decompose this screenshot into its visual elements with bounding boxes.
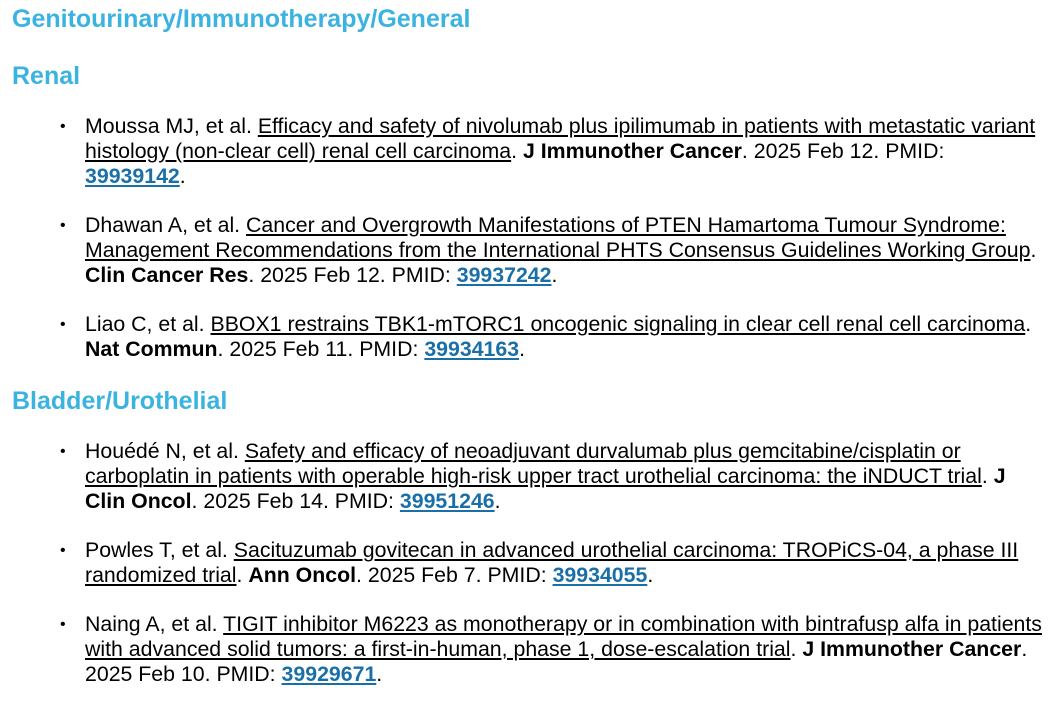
- pmid-link[interactable]: 39937242: [456, 263, 552, 287]
- citation-authors: Naing A, et al.: [85, 612, 218, 636]
- bullet-icon: •: [60, 217, 66, 234]
- citation-title-link[interactable]: Cancer and Overgrowth Manifestations of PTEN Hamartoma Tumour Syndrome: Management Recommendations from the International PHTS Consensus Guidelines Working Group: [85, 213, 1031, 262]
- citation-journal: Clin Cancer Res: [85, 263, 249, 287]
- citation-journal: J Clin Oncol: [85, 464, 1006, 513]
- citation-item: • Powles T, et al. Sacituzumab govitecan in advanced urothelial carcinoma: TROPiCS-04, a phase III randomized trial. Ann Oncol. 2025 Feb 7. PMID: 39934055.: [60, 538, 1019, 587]
- pmid-link[interactable]: 39934055: [552, 563, 648, 587]
- citation-title-link[interactable]: Safety and efficacy of neoadjuvant durvalumab plus gemcitabine/cisplatin or carboplatin in patients with operable high-risk upper tract urothelial carcinoma: the iNDUCT trial: [85, 439, 982, 488]
- citation-item: • Naing A, et al. TIGIT inhibitor M6223 as monotherapy or in combination with bintrafusp alfa in patients with advanced solid tumors: a first-in-human, phase 1, dose-escalation trial. J Immunother Cancer. 2025 Feb 10. PMID: 39929671.: [60, 612, 1042, 686]
- section-heading-renal: Renal: [12, 62, 81, 90]
- citation-item: • Moussa MJ, et al. Efficacy and safety of nivolumab plus ipilimumab in patients with metastatic variant histology (non-clear cell) renal cell carcinoma. J Immunother Cancer. 2025 Feb 12. PMID: 39939142.: [60, 114, 1036, 188]
- citation-date: 2025 Feb 12.: [260, 263, 386, 287]
- citation-date: 2025 Feb 12.: [753, 139, 880, 163]
- citation-authors: Liao C, et al.: [85, 312, 205, 336]
- citation-title-link[interactable]: TIGIT inhibitor M6223 as monotherapy or in combination with bintrafusp alfa in patients with advanced solid tumors: a first-in-human, phase 1, dose-escalation trial: [85, 612, 1042, 661]
- pmid-label: PMID:: [885, 139, 945, 163]
- citation-date: 2025 Feb 11.: [229, 337, 354, 361]
- bullet-icon: •: [60, 118, 66, 135]
- page-title: Genitourinary/Immunotherapy/General: [12, 5, 471, 33]
- pmid-link[interactable]: 39929671: [281, 662, 377, 686]
- citation-item: • Dhawan A, et al. Cancer and Overgrowth Manifestations of PTEN Hamartoma Tumour Syndrome: Management Recommendations from the International PHTS Consensus Guidelines Working Group. Clin Cancer Res. 2025 Feb 12. PMID: 39937242.: [60, 213, 1037, 287]
- citation-item: • Liao C, et al. BBOX1 restrains TBK1-mTORC1 oncogenic signaling in clear cell renal cell carcinoma. Nat Commun. 2025 Feb 11. PMID: 39934163.: [60, 312, 1032, 361]
- citation-title-link[interactable]: BBOX1 restrains TBK1-mTORC1 oncogenic signaling in clear cell renal cell carcinoma: [210, 312, 1026, 336]
- bullet-icon: •: [60, 616, 66, 633]
- citation-authors: Dhawan A, et al.: [85, 213, 241, 237]
- citation-journal: Nat Commun: [85, 337, 218, 361]
- pmid-label: PMID:: [487, 563, 547, 587]
- bullet-icon: •: [60, 443, 66, 460]
- pmid-label: PMID:: [359, 337, 419, 361]
- citation-journal: Ann Oncol: [248, 563, 357, 587]
- renal-citation-list: [12, 114, 1058, 362]
- citation-title-link[interactable]: Sacituzumab govitecan in advanced urothelial carcinoma: TROPiCS-04, a phase III randomized trial: [85, 538, 1019, 587]
- pmid-link[interactable]: 39939142: [85, 164, 180, 188]
- bladder-citation-list: [12, 439, 1058, 687]
- citation-item: • Houédé N, et al. Safety and efficacy of neoadjuvant durvalumab plus gemcitabine/cisplatin or carboplatin in patients with operable high-risk upper tract urothelial carcinoma: the iNDUCT trial. J Clin Oncol. 2025 Feb 14. PMID: 39951246.: [60, 439, 1006, 513]
- citation-date: 2025 Feb 10.: [85, 662, 211, 686]
- pmid-label: PMID:: [334, 489, 394, 513]
- citation-date: 2025 Feb 7.: [367, 563, 482, 587]
- pmid-link[interactable]: 39951246: [399, 489, 495, 513]
- bullet-icon: •: [60, 316, 66, 333]
- pmid-link[interactable]: 39934163: [424, 337, 520, 361]
- pmid-label: PMID:: [391, 263, 451, 287]
- citation-authors: Powles T, et al.: [85, 538, 228, 562]
- section-heading-bladder: Bladder/Urothelial: [12, 387, 228, 415]
- citation-date: 2025 Feb 14.: [203, 489, 329, 513]
- citation-authors: Houédé N, et al.: [85, 439, 239, 463]
- pmid-label: PMID:: [216, 662, 276, 686]
- citation-journal: J Immunother Cancer: [802, 637, 1022, 661]
- bullet-icon: •: [60, 542, 66, 559]
- citation-journal: J Immunother Cancer: [522, 139, 742, 163]
- citation-title-link[interactable]: Efficacy and safety of nivolumab plus ipilimumab in patients with metastatic variant histology (non-clear cell) renal cell carcinoma: [85, 114, 1036, 163]
- citation-authors: Moussa MJ, et al.: [85, 114, 252, 138]
